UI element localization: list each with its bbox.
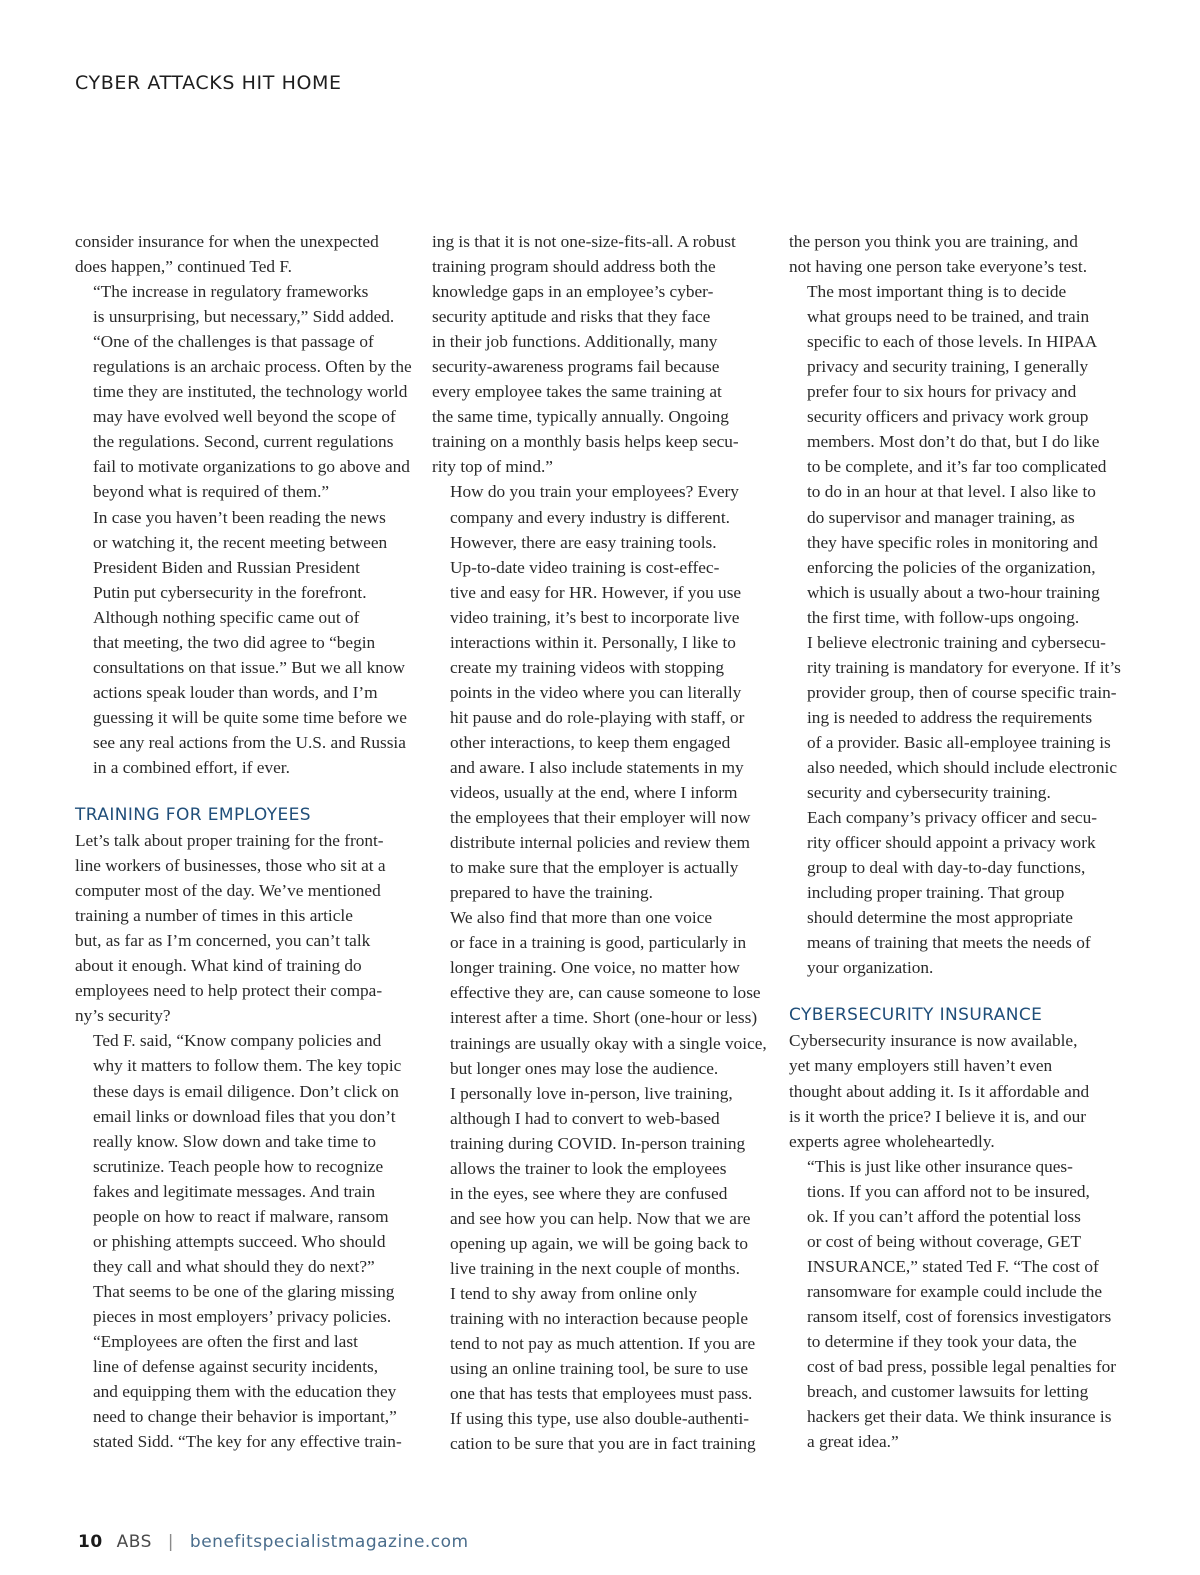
text-line: to determine if they took your data, the	[807, 1331, 1077, 1351]
article-paragraph	[75, 229, 413, 279]
text-line: cation to be sure that you are in fact training	[450, 1434, 756, 1454]
text-line: which is usually about a two-hour training	[807, 582, 1100, 602]
text-line: knowledge gaps in an employee’s cyber-	[432, 282, 714, 302]
text-line: but, as far as I’m concerned, you can’t talk	[75, 931, 371, 951]
text-line: need to change their behavior is important,”	[93, 1407, 397, 1427]
footer-separator: |	[167, 1532, 175, 1552]
text-line: also needed, which should include electronic	[807, 757, 1117, 777]
page-footer	[78, 1532, 469, 1552]
text-line: Ted F. said, “Know company policies and	[93, 1031, 382, 1051]
text-line: ny’s security?	[75, 1006, 171, 1026]
text-line: points in the video where you can literally	[450, 682, 742, 702]
text-line: yet many employers still haven’t even	[789, 1056, 1053, 1076]
text-line: the same time, typically annually. Ongoing	[432, 407, 729, 427]
text-line: in the eyes, see where they are confused	[450, 1183, 728, 1203]
article-paragraph	[432, 479, 770, 905]
text-line: do supervisor and manager training, as	[807, 507, 1075, 527]
text-line: INSURANCE,” stated Ted F. “The cost of	[807, 1256, 1099, 1276]
text-line: or phishing attempts succeed. Who should	[93, 1231, 386, 1251]
text-line: that meeting, the two did agree to “begin	[93, 632, 376, 652]
text-line: Cybersecurity insurance is now available,	[789, 1031, 1078, 1051]
text-line: computer most of the day. We’ve mentioned	[75, 881, 381, 901]
text-line: the regulations. Second, current regulations	[93, 432, 394, 452]
text-line: your organization.	[807, 958, 934, 978]
article-paragraph	[75, 1028, 413, 1329]
text-line: training program should address both the	[432, 257, 716, 277]
text-line: employees need to help protect their compa-	[75, 981, 383, 1001]
magazine-website: benefitspecialistmagazine.com	[189, 1532, 469, 1552]
text-line: not having one person take everyone’s test.	[789, 257, 1088, 277]
article-paragraph	[75, 1329, 413, 1454]
text-line: rity training is mandatory for everyone. If it’s	[807, 657, 1121, 677]
text-line: fakes and legitimate messages. And train	[93, 1181, 376, 1201]
text-line: rity top of mind.”	[432, 457, 553, 477]
text-line: tions. If you can afford not to be insured,	[807, 1181, 1090, 1201]
text-line: is unsurprising, but necessary,” Sidd added.	[93, 307, 395, 327]
text-line: stated Sidd. “The key for any effective train-	[93, 1432, 402, 1452]
text-line: I personally love in-person, live training,	[450, 1083, 733, 1103]
text-line: Let’s talk about proper training for the front-	[75, 831, 384, 851]
article-paragraph	[789, 805, 1127, 980]
text-line: may have evolved well beyond the scope of	[93, 407, 396, 427]
section-heading: TRAINING FOR EMPLOYEES	[75, 805, 311, 826]
article-paragraph	[75, 505, 413, 781]
text-line: ransom itself, cost of forensics investigators	[807, 1306, 1112, 1326]
text-line: or cost of being without coverage, GET	[807, 1231, 1082, 1251]
text-line: training on a monthly basis helps keep secu-	[432, 432, 739, 452]
text-line: cost of bad press, possible legal penalties for	[807, 1357, 1117, 1377]
text-line: beyond what is required of them.”	[93, 482, 330, 502]
text-line: If using this type, use also double-authenti-	[450, 1409, 750, 1429]
text-line: people on how to react if malware, ransom	[93, 1206, 389, 1226]
text-line: email links or download files that you don’t	[93, 1106, 396, 1126]
text-line: Although nothing specific came out of	[93, 607, 360, 627]
text-line: using an online training tool, be sure to use	[450, 1359, 749, 1379]
article-paragraph	[432, 905, 770, 1080]
text-line: video training, it’s best to incorporate live	[450, 607, 740, 627]
text-line: hackers get their data. We think insurance is	[807, 1407, 1112, 1427]
article-paragraph	[789, 1154, 1127, 1455]
text-line: However, there are easy training tools.	[450, 532, 717, 552]
text-line: other interactions, to keep them engaged	[450, 732, 731, 752]
text-line: experts agree wholeheartedly.	[789, 1131, 995, 1151]
article-paragraph	[789, 229, 1127, 279]
text-line: tend to not pay as much attention. If you are	[450, 1334, 756, 1354]
text-line: “Employees are often the first and last	[93, 1331, 358, 1351]
text-line: tive and easy for HR. However, if you use	[450, 582, 742, 602]
text-line: see any real actions from the U.S. and Russia	[93, 732, 406, 752]
text-line: specific to each of those levels. In HIPAA	[807, 332, 1098, 352]
text-line: in a combined effort, if ever.	[93, 757, 290, 777]
article-paragraph	[75, 279, 413, 504]
text-line: should determine the most appropriate	[807, 908, 1073, 928]
text-line: these days is email diligence. Don’t click on	[93, 1081, 399, 1101]
text-line: in their job functions. Additionally, many	[432, 332, 718, 352]
text-line: security-awareness programs fail because	[432, 357, 720, 377]
text-line: is it worth the price? I believe it is, and our	[789, 1106, 1087, 1126]
text-line: means of training that meets the needs of	[807, 933, 1091, 953]
text-line: “This is just like other insurance ques-	[807, 1156, 1073, 1176]
article-paragraph	[789, 630, 1127, 805]
text-line: of a provider. Basic all-employee training is	[807, 732, 1111, 752]
text-line: to do in an hour at that level. I also like to	[807, 482, 1096, 502]
text-line: rity officer should appoint a privacy work	[807, 833, 1096, 853]
text-line: but longer ones may lose the audience.	[450, 1058, 719, 1078]
text-line: create my training videos with stopping	[450, 657, 725, 677]
text-line: “One of the challenges is that passage of	[93, 332, 374, 352]
text-line: breach, and customer lawsuits for letting	[807, 1382, 1089, 1402]
text-line: I believe electronic training and cybersecu-	[807, 632, 1106, 652]
text-line: they have specific roles in monitoring and	[807, 532, 1098, 552]
text-line: line of defense against security incidents,	[93, 1357, 379, 1377]
article-paragraph	[432, 229, 770, 479]
text-line: That seems to be one of the glaring missing	[93, 1281, 395, 1301]
text-line: company and every industry is different.	[450, 507, 730, 527]
text-line: hit pause and do role-playing with staff, or	[450, 707, 745, 727]
text-line: videos, usually at the end, where I inform	[450, 783, 738, 803]
text-line: every employee takes the same training at	[432, 382, 722, 402]
text-line: thought about adding it. Is it affordable and	[789, 1081, 1090, 1101]
text-line: and aware. I also include statements in my	[450, 757, 744, 777]
text-line: interactions within it. Personally, I like to	[450, 632, 736, 652]
text-line: and equipping them with the education they	[93, 1382, 397, 1402]
article-paragraph	[432, 1281, 770, 1456]
text-line: opening up again, we will be going back to	[450, 1233, 749, 1253]
text-line: prepared to have the training.	[450, 883, 653, 903]
text-line: prefer four to six hours for privacy and	[807, 382, 1077, 402]
text-line: security aptitude and risks that they face	[432, 307, 711, 327]
text-line: effective they are, can cause someone to lose	[450, 983, 761, 1003]
text-line: and see how you can help. Now that we are	[450, 1208, 751, 1228]
text-line: to make sure that the employer is actually	[450, 858, 739, 878]
text-line: scrutinize. Teach people how to recognize	[93, 1156, 384, 1176]
text-line: How do you train your employees? Every	[450, 482, 739, 502]
article-paragraph	[789, 279, 1127, 630]
text-line: about it enough. What kind of training do	[75, 956, 362, 976]
text-line: or watching it, the recent meeting between	[93, 532, 388, 552]
text-line: enforcing the policies of the organization,	[807, 557, 1096, 577]
text-line: the first time, with follow-ups ongoing.	[807, 607, 1080, 627]
text-line: President Biden and Russian President	[93, 557, 360, 577]
article-column-3	[789, 229, 1127, 1454]
text-line: a great idea.”	[807, 1432, 899, 1452]
text-line: ing is needed to address the requirements	[807, 707, 1093, 727]
text-line: distribute internal policies and review them	[450, 833, 750, 853]
text-line: training with no interaction because people	[450, 1309, 749, 1329]
text-line: really know. Slow down and take time to	[93, 1131, 377, 1151]
article-paragraph	[432, 1081, 770, 1281]
text-line: security and cybersecurity training.	[807, 783, 1051, 803]
text-line: training during COVID. In-person training	[450, 1133, 746, 1153]
text-line: trainings are usually okay with a single voice,	[450, 1033, 767, 1053]
text-line: members. Most don’t do that, but I do like	[807, 432, 1100, 452]
section-title: CYBER ATTACKS HIT HOME	[75, 72, 342, 94]
text-line: provider group, then of course specific train-	[807, 682, 1117, 702]
text-line: group to deal with day-to-day functions,	[807, 858, 1086, 878]
text-line: privacy and security training, I generally	[807, 357, 1089, 377]
text-line: they call and what should they do next?”	[93, 1256, 375, 1276]
text-line: why it matters to follow them. The key topic	[93, 1056, 402, 1076]
text-line: Putin put cybersecurity in the forefront.	[93, 582, 367, 602]
text-line: one that has tests that employees must pass.	[450, 1384, 753, 1404]
text-line: or face in a training is good, particularly in	[450, 933, 747, 953]
text-line: regulations is an archaic process. Often by the	[93, 357, 412, 377]
article-column-2	[432, 229, 770, 1456]
text-line: pieces in most employers’ privacy policies.	[93, 1306, 392, 1326]
text-line: guessing it will be quite some time before we	[93, 707, 407, 727]
text-line: training a number of times in this article	[75, 906, 353, 926]
text-line: I tend to shy away from online only	[450, 1283, 698, 1303]
text-line: consider insurance for when the unexpected	[75, 232, 379, 251]
text-line: the employees that their employer will now	[450, 808, 751, 828]
article-paragraph	[75, 828, 413, 1028]
text-line: Up-to-date video training is cost-effec-	[450, 557, 720, 577]
article-paragraph	[789, 1028, 1127, 1153]
text-line: including proper training. That group	[807, 883, 1065, 903]
text-line: allows the trainer to look the employees	[450, 1158, 727, 1178]
text-line: ransomware for example could include the	[807, 1281, 1103, 1301]
text-line: longer training. One voice, no matter how	[450, 958, 740, 978]
magazine-abbreviation: ABS	[116, 1532, 152, 1552]
text-line: Each company’s privacy officer and secu-	[807, 808, 1097, 828]
text-line: although I had to convert to web-based	[450, 1108, 720, 1128]
text-line: consultations on that issue.” But we all know	[93, 657, 405, 677]
text-line: ing is that it is not one-size-fits-all. A robust	[432, 232, 736, 251]
page-number: 10	[78, 1532, 103, 1552]
text-line: security officers and privacy work group	[807, 407, 1089, 427]
text-line: to be complete, and it’s far too complicated	[807, 457, 1107, 477]
text-line: time they are instituted, the technology world	[93, 382, 408, 402]
text-line: In case you haven’t been reading the news	[93, 507, 386, 527]
text-line: We also find that more than one voice	[450, 908, 713, 928]
text-line: “The increase in regulatory frameworks	[93, 282, 369, 302]
text-line: what groups need to be trained, and train	[807, 307, 1090, 327]
text-line: interest after a time. Short (one-hour or less)	[450, 1008, 758, 1028]
section-heading: CYBERSECURITY INSURANCE	[789, 1005, 1043, 1026]
text-line: live training in the next couple of months.	[450, 1258, 740, 1278]
text-line: does happen,” continued Ted F.	[75, 257, 292, 277]
text-line: the person you think you are training, and	[789, 232, 1078, 251]
text-line: line workers of businesses, those who sit at a	[75, 856, 386, 876]
text-line: ok. If you can’t afford the potential loss	[807, 1206, 1081, 1226]
text-line: actions speak louder than words, and I’m	[93, 682, 378, 702]
text-line: The most important thing is to decide	[807, 282, 1067, 302]
article-column-1	[75, 229, 413, 1454]
text-line: fail to motivate organizations to go above and	[93, 457, 410, 477]
